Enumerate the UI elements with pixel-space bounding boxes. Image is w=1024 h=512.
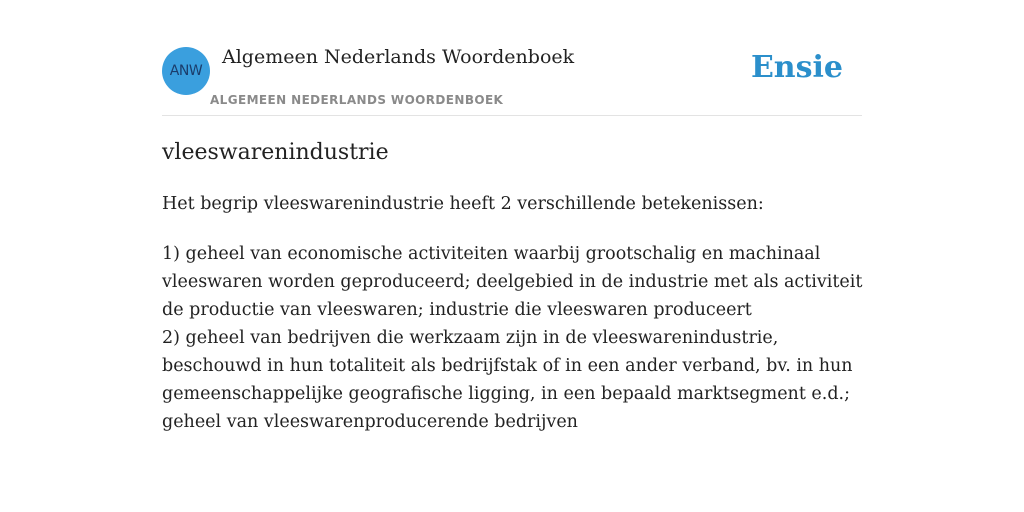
ensie-logo[interactable]: Ensie [750, 50, 843, 85]
anw-logo[interactable]: ANW [162, 47, 210, 95]
site-subtitle: ALGEMEEN NEDERLANDS WOORDENBOEK [210, 93, 504, 107]
meaning-item: 2) geheel van bedrijven die werkzaam zijn in de vleeswarenindustrie, beschouwd in hun totaliteit als bedrijfstak of in een ander verband, bv. in hun gemeenschappelijke geografische ligging, in een bepaald marktsegment e.d.; geheel van vleeswarenproducerende bedrijven [162, 328, 853, 432]
site-title[interactable]: Algemeen Nederlands Woordenboek [222, 46, 575, 68]
entry-intro: Het begrip vleeswarenindustrie heeft 2 verschillende betekenissen: [162, 194, 764, 214]
meanings-list [162, 240, 868, 436]
meaning-item: 1) geheel van economische activiteiten waarbij grootschalig en machinaal vleeswaren worden geproduceerd; deelgebied in de industrie met als activiteit de productie van vleeswaren; industrie die vleeswaren produceert [162, 244, 863, 320]
entry-headword: vleeswarenindustrie [162, 140, 389, 165]
content-container [162, 0, 863, 432]
header [162, 0, 862, 116]
